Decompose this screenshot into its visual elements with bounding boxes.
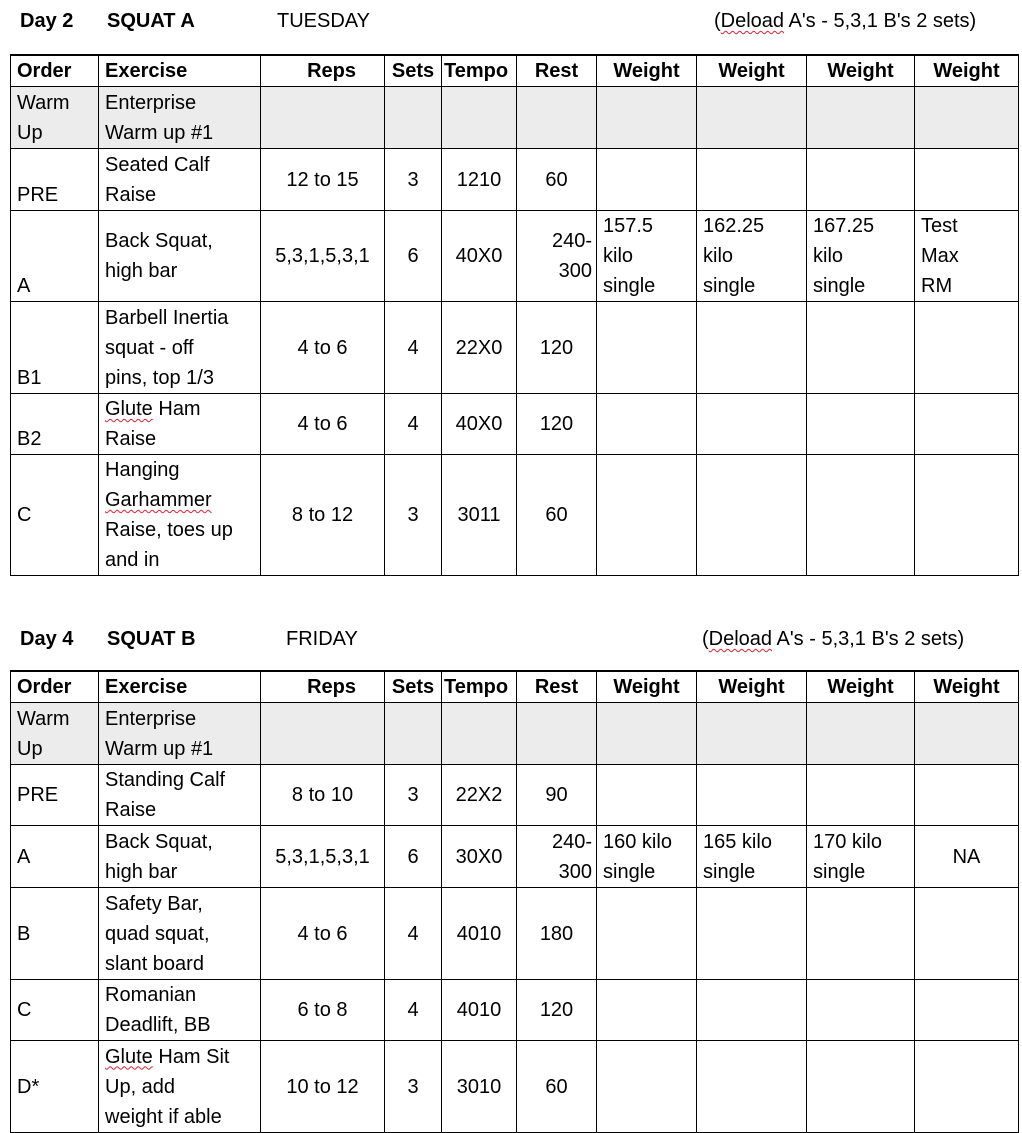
weight-cell <box>597 149 697 211</box>
sets-cell: 4 <box>385 980 442 1041</box>
tempo-cell: 22X0 <box>442 302 517 394</box>
col-header-weight-4: Weight <box>915 55 1019 87</box>
weight-cell: 170 kilo single <box>807 826 915 888</box>
rest-cell: 60 <box>517 1041 597 1133</box>
table-row <box>11 211 1019 302</box>
exercise-cell: Hanging Garhammer Raise, toes up and in <box>99 455 261 576</box>
sets-cell: 3 <box>385 149 442 211</box>
exercise-cell: Barbell Inertia squat - off pins, top 1/3 <box>99 302 261 394</box>
exercise-cell: Enterprise Warm up #1 <box>99 87 261 149</box>
tempo-cell: 30X0 <box>442 826 517 888</box>
order-cell: D* <box>11 1041 99 1133</box>
weight-cell <box>915 980 1019 1041</box>
day2-header-row <box>11 55 1019 87</box>
rest-cell: 120 <box>517 394 597 455</box>
table-row <box>11 302 1019 394</box>
weight-cell <box>915 765 1019 826</box>
reps-cell: 12 to 15 <box>261 149 385 211</box>
order-cell: C <box>11 980 99 1041</box>
weight-cell <box>697 455 807 576</box>
reps-cell: 5,3,1,5,3,1 <box>261 826 385 888</box>
rest-cell: 90 <box>517 765 597 826</box>
day4-header-row <box>11 671 1019 703</box>
tempo-cell: 22X2 <box>442 765 517 826</box>
reps-cell: 10 to 12 <box>261 1041 385 1133</box>
weight-cell: 162.25 kilo single <box>697 211 807 302</box>
exercise-cell: Safety Bar, quad squat, slant board <box>99 888 261 980</box>
weight-cell <box>597 980 697 1041</box>
order-cell: B1 <box>11 302 99 394</box>
col-header-weight-3: Weight <box>807 671 915 703</box>
order-cell: A <box>11 211 99 302</box>
reps-cell <box>261 87 385 149</box>
order-cell: Warm Up <box>11 703 99 765</box>
weight-cell <box>597 302 697 394</box>
col-header-weight-3: Weight <box>807 55 915 87</box>
weight-cell: NA <box>915 826 1019 888</box>
tempo-cell <box>442 703 517 765</box>
order-cell: B <box>11 888 99 980</box>
weight-cell <box>915 149 1019 211</box>
weight-cell: 157.5 kilo single <box>597 211 697 302</box>
weight-cell <box>697 302 807 394</box>
col-header-weight-2: Weight <box>697 671 807 703</box>
order-cell: C <box>11 455 99 576</box>
day2-header <box>10 4 1018 40</box>
sets-cell: 3 <box>385 455 442 576</box>
rest-cell: 240- 300 <box>517 826 597 888</box>
order-cell: A <box>11 826 99 888</box>
col-header-reps: Reps <box>261 55 385 87</box>
col-header-sets: Sets <box>385 55 442 87</box>
sets-cell: 3 <box>385 1041 442 1133</box>
tempo-cell: 4010 <box>442 980 517 1041</box>
tempo-cell: 40X0 <box>442 394 517 455</box>
col-header-rest: Rest <box>517 55 597 87</box>
weight-cell <box>807 765 915 826</box>
weight-cell <box>597 888 697 980</box>
day4-header <box>10 622 1018 658</box>
weight-cell <box>697 394 807 455</box>
col-header-order: Order <box>11 671 99 703</box>
weight-cell <box>807 703 915 765</box>
day2-workout-name: SQUAT A <box>107 10 195 32</box>
sets-cell: 4 <box>385 302 442 394</box>
reps-cell: 4 to 6 <box>261 394 385 455</box>
weight-cell <box>597 87 697 149</box>
sets-cell: 6 <box>385 211 442 302</box>
col-header-weight-1: Weight <box>597 671 697 703</box>
day4-table <box>10 670 1019 1133</box>
rest-cell: 60 <box>517 149 597 211</box>
weight-cell <box>807 455 915 576</box>
day4-deload-note: (Deload A's - 5,3,1 B's 2 sets) <box>702 628 965 650</box>
exercise-cell: Standing Calf Raise <box>99 765 261 826</box>
weight-cell <box>807 1041 915 1133</box>
sets-cell <box>385 703 442 765</box>
sets-cell: 3 <box>385 765 442 826</box>
reps-cell: 5,3,1,5,3,1 <box>261 211 385 302</box>
day2-day-label: Day 2 <box>20 10 74 32</box>
tempo-cell: 4010 <box>442 888 517 980</box>
weight-cell <box>915 455 1019 576</box>
col-header-sets: Sets <box>385 671 442 703</box>
reps-cell <box>261 703 385 765</box>
weight-cell <box>915 703 1019 765</box>
rest-cell <box>517 703 597 765</box>
day2-table <box>10 54 1019 576</box>
day4-day-label: Day 4 <box>20 628 74 650</box>
tempo-cell: 40X0 <box>442 211 517 302</box>
table-row <box>11 394 1019 455</box>
rest-cell: 180 <box>517 888 597 980</box>
table-row <box>11 980 1019 1041</box>
reps-cell: 4 to 6 <box>261 888 385 980</box>
weight-cell <box>915 87 1019 149</box>
table-row <box>11 87 1019 149</box>
col-header-tempo: Tempo <box>442 671 517 703</box>
table-row <box>11 826 1019 888</box>
exercise-cell: Back Squat, high bar <box>99 826 261 888</box>
weight-cell <box>915 302 1019 394</box>
col-header-weight-1: Weight <box>597 55 697 87</box>
exercise-cell: Glute Ham Sit Up, add weight if able <box>99 1041 261 1133</box>
table-row <box>11 149 1019 211</box>
table-row <box>11 1041 1019 1133</box>
weight-cell <box>915 394 1019 455</box>
table-row <box>11 455 1019 576</box>
table-row <box>11 703 1019 765</box>
weight-cell: 167.25 kilo single <box>807 211 915 302</box>
weight-cell <box>807 980 915 1041</box>
col-header-rest: Rest <box>517 671 597 703</box>
day2-weekday: TUESDAY <box>277 10 370 32</box>
weight-cell <box>915 888 1019 980</box>
exercise-cell: Enterprise Warm up #1 <box>99 703 261 765</box>
weight-cell: Test Max RM <box>915 211 1019 302</box>
sets-cell: 4 <box>385 888 442 980</box>
rest-cell: 60 <box>517 455 597 576</box>
weight-cell <box>697 703 807 765</box>
order-cell: PRE <box>11 765 99 826</box>
weight-cell <box>697 87 807 149</box>
weight-cell <box>597 703 697 765</box>
col-header-exercise: Exercise <box>99 55 261 87</box>
weight-cell <box>697 888 807 980</box>
sets-cell: 4 <box>385 394 442 455</box>
exercise-cell: Glute Ham Raise <box>99 394 261 455</box>
weight-cell <box>597 1041 697 1133</box>
order-cell: Warm Up <box>11 87 99 149</box>
weight-cell <box>697 149 807 211</box>
order-cell: PRE <box>11 149 99 211</box>
exercise-cell: Romanian Deadlift, BB <box>99 980 261 1041</box>
weight-cell <box>697 980 807 1041</box>
day4-workout-name: SQUAT B <box>107 628 196 650</box>
col-header-weight-4: Weight <box>915 671 1019 703</box>
reps-cell: 6 to 8 <box>261 980 385 1041</box>
rest-cell <box>517 87 597 149</box>
table-row <box>11 888 1019 980</box>
exercise-cell: Back Squat, high bar <box>99 211 261 302</box>
weight-cell <box>807 87 915 149</box>
tempo-cell <box>442 87 517 149</box>
weight-cell <box>915 1041 1019 1133</box>
col-header-order: Order <box>11 55 99 87</box>
tempo-cell: 1210 <box>442 149 517 211</box>
tempo-cell: 3011 <box>442 455 517 576</box>
reps-cell: 8 to 10 <box>261 765 385 826</box>
weight-cell <box>697 765 807 826</box>
col-header-weight-2: Weight <box>697 55 807 87</box>
table-row <box>11 765 1019 826</box>
weight-cell <box>807 302 915 394</box>
exercise-cell: Seated Calf Raise <box>99 149 261 211</box>
weight-cell <box>597 455 697 576</box>
sets-cell: 6 <box>385 826 442 888</box>
weight-cell <box>807 394 915 455</box>
rest-cell: 120 <box>517 980 597 1041</box>
reps-cell: 4 to 6 <box>261 302 385 394</box>
day4-weekday: FRIDAY <box>286 628 358 650</box>
tempo-cell: 3010 <box>442 1041 517 1133</box>
rest-cell: 120 <box>517 302 597 394</box>
sets-cell <box>385 87 442 149</box>
rest-cell: 240- 300 <box>517 211 597 302</box>
order-cell: B2 <box>11 394 99 455</box>
weight-cell: 160 kilo single <box>597 826 697 888</box>
col-header-reps: Reps <box>261 671 385 703</box>
col-header-exercise: Exercise <box>99 671 261 703</box>
col-header-tempo: Tempo <box>442 55 517 87</box>
weight-cell: 165 kilo single <box>697 826 807 888</box>
weight-cell <box>597 394 697 455</box>
weight-cell <box>697 1041 807 1133</box>
day2-deload-note: (Deload A's - 5,3,1 B's 2 sets) <box>714 10 977 32</box>
weight-cell <box>597 765 697 826</box>
reps-cell: 8 to 12 <box>261 455 385 576</box>
weight-cell <box>807 888 915 980</box>
weight-cell <box>807 149 915 211</box>
